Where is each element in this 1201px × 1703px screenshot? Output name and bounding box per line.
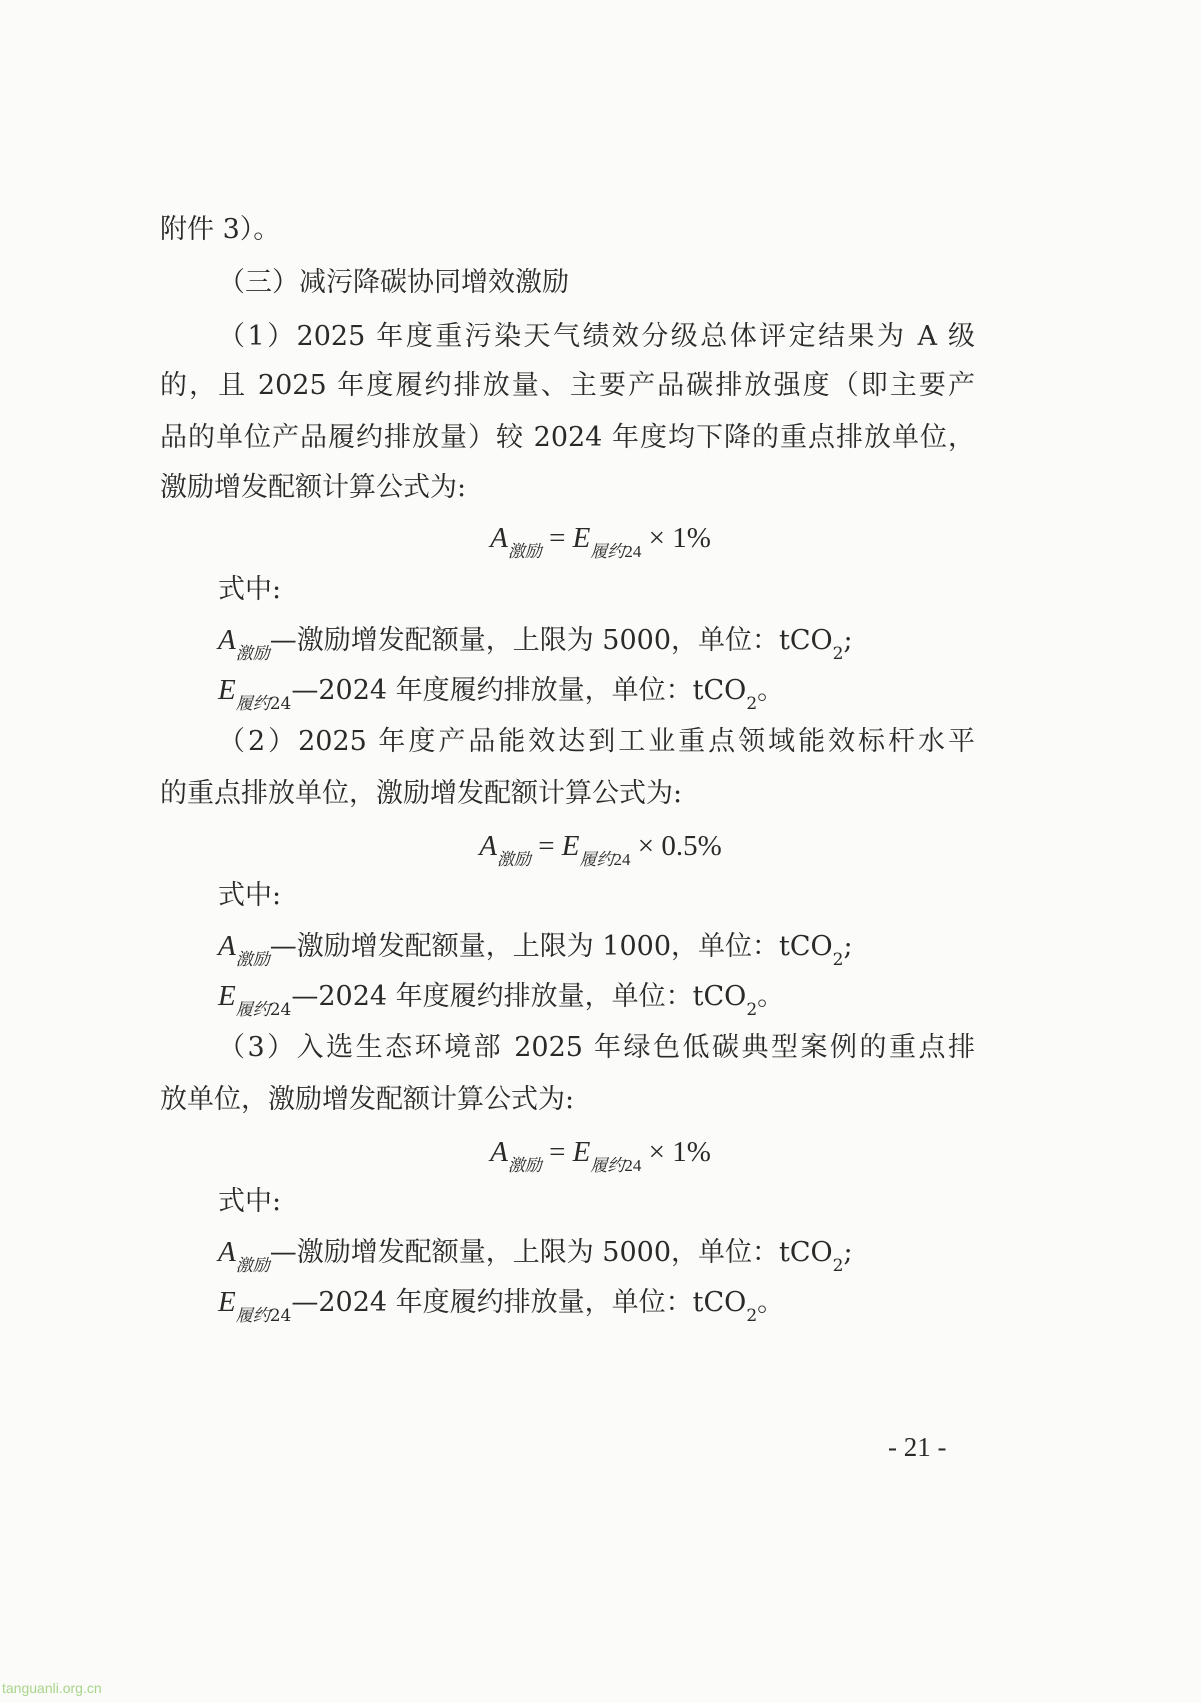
punct: ; [843, 931, 853, 962]
formula [0, 1134, 1201, 1184]
symbol-e: E [218, 674, 236, 706]
watermark: tanguanli.org.cn [2, 1680, 102, 1696]
subscript: 2 [746, 1306, 758, 1326]
text-line: 的，且 2025 年度履约排放量、主要产品碳排放强度（即主要产 [160, 370, 975, 401]
symbol-a: A [490, 1136, 508, 1168]
subscript: 2 [832, 644, 844, 664]
symbol-e: E [572, 1136, 591, 1168]
definition-e [218, 978, 784, 1028]
text-line: 附件 3）。 [160, 214, 281, 245]
subscript: 激励 [235, 950, 270, 970]
subscript: 激励 [507, 1156, 542, 1175]
symbol-e: E [572, 522, 591, 554]
subscript: 24 [269, 1306, 292, 1326]
equals: = [541, 522, 573, 554]
symbol-a: A [218, 624, 236, 656]
symbol-a: A [490, 522, 508, 554]
definition-text: —2024 年度履约排放量，单位：tCO [291, 675, 747, 706]
equals: = [541, 1136, 573, 1168]
subscript: 履约 [235, 1000, 270, 1020]
text-line: （2）2025 年度产品能效达到工业重点领域能效标杆水平 [218, 726, 975, 757]
subscript: 2 [746, 1000, 758, 1020]
definition-text: —激励增发配额量，上限为 5000，单位：tCO [269, 1237, 833, 1268]
symbol-a: A [479, 830, 497, 862]
where-label: 式中: [218, 1186, 282, 1217]
subscript: 24 [269, 694, 292, 714]
definition-e [218, 1284, 784, 1334]
text-line: 品的单位产品履约排放量）较 2024 年度均下降的重点排放单位， [160, 422, 975, 453]
text-line: （3）入选生态环境部 2025 年绿色低碳典型案例的重点排 [218, 1032, 975, 1063]
punct: ; [843, 625, 853, 656]
text-line: 激励增发配额计算公式为: [160, 472, 467, 503]
text-line: 的重点排放单位，激励增发配额计算公式为: [160, 778, 683, 809]
definition-text: —激励增发配额量，上限为 1000，单位：tCO [269, 931, 833, 962]
subscript: 24 [613, 850, 631, 869]
where-label: 式中: [218, 574, 282, 605]
subscript: 激励 [496, 850, 531, 869]
definition-a [218, 1234, 853, 1284]
factor: × 1% [641, 522, 711, 554]
formula [0, 828, 1201, 878]
section-heading: （三）减污降碳协同增效激励 [218, 267, 569, 298]
formula [0, 520, 1201, 570]
subscript: 24 [624, 542, 642, 561]
definition-text: —激励增发配额量，上限为 5000，单位：tCO [269, 625, 833, 656]
subscript: 2 [832, 950, 844, 970]
subscript: 激励 [507, 542, 542, 561]
subscript: 履约 [235, 694, 270, 714]
symbol-a: A [218, 1236, 236, 1268]
symbol-a: A [218, 930, 236, 962]
page-number: - 21 - [888, 1432, 947, 1462]
subscript: 24 [269, 1000, 292, 1020]
punct: ; [843, 1237, 853, 1268]
factor: × 0.5% [630, 830, 722, 862]
factor: × 1% [641, 1136, 711, 1168]
subscript: 激励 [235, 1256, 270, 1276]
subscript: 24 [624, 1156, 642, 1175]
subscript: 2 [746, 694, 758, 714]
symbol-e: E [218, 1286, 236, 1318]
subscript: 履约 [590, 1156, 625, 1175]
symbol-e: E [561, 830, 580, 862]
subscript: 履约 [590, 542, 625, 561]
definition-text: —2024 年度履约排放量，单位：tCO [291, 981, 747, 1012]
definition-e [218, 672, 784, 722]
text-line: 放单位，激励增发配额计算公式为: [160, 1084, 575, 1115]
subscript: 履约 [579, 850, 614, 869]
symbol-e: E [218, 980, 236, 1012]
punct: 。 [757, 981, 785, 1012]
subscript: 2 [832, 1256, 844, 1276]
definition-text: —2024 年度履约排放量，单位：tCO [291, 1287, 747, 1318]
punct: 。 [757, 675, 785, 706]
definition-a [218, 928, 853, 978]
punct: 。 [757, 1287, 785, 1318]
where-label: 式中: [218, 880, 282, 911]
text-line: （1）2025 年度重污染天气绩效分级总体评定结果为 A 级 [218, 321, 975, 352]
definition-a [218, 622, 853, 672]
subscript: 激励 [235, 644, 270, 664]
equals: = [530, 830, 562, 862]
subscript: 履约 [235, 1306, 270, 1326]
